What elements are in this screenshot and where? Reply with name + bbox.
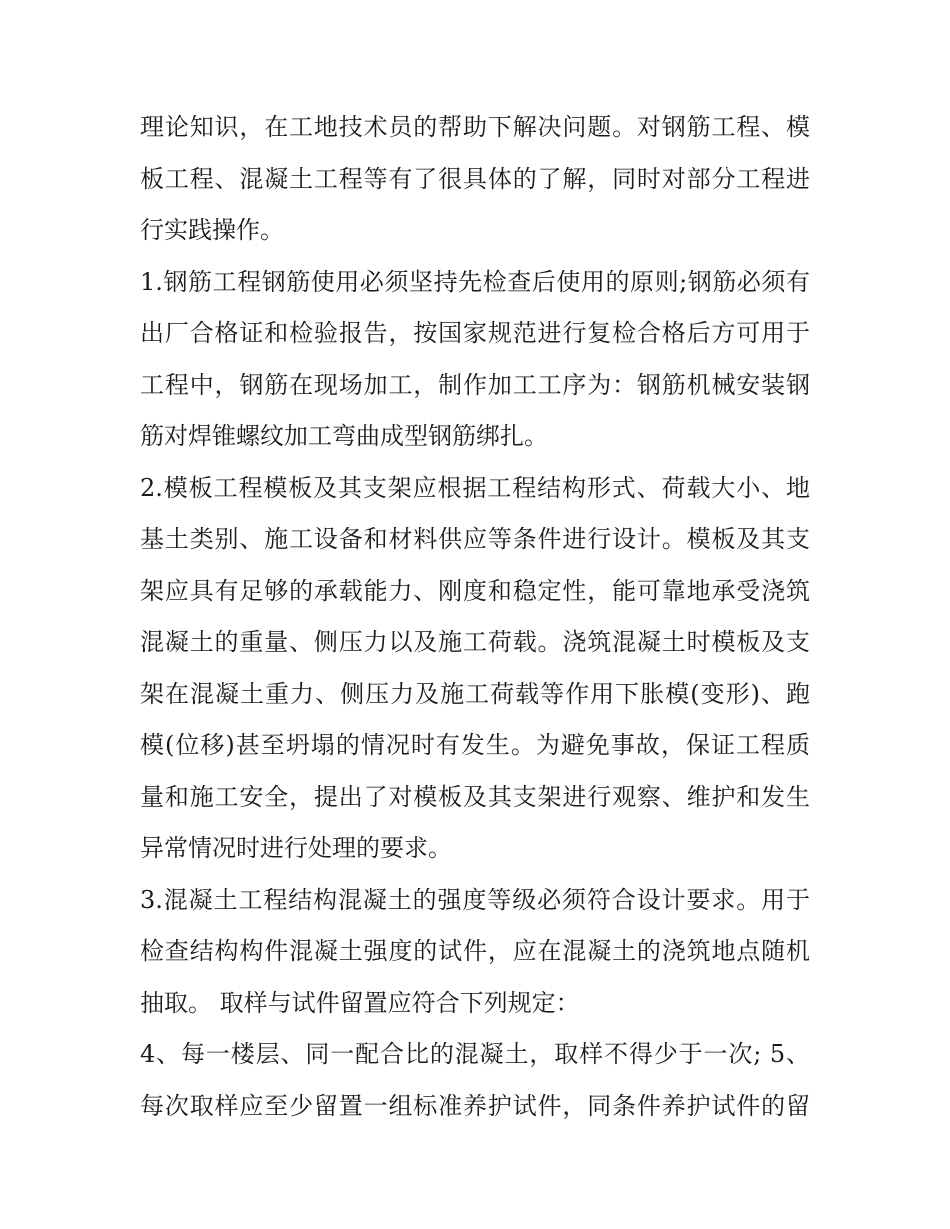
text-line: 异常情况时进行处理的要求。 [140, 834, 452, 862]
text-line: 检查结构构件混凝土强度的试件，应在混凝土的浇筑地点随机 [140, 937, 810, 965]
text-line: 出厂合格证和检验报告，按国家规范进行复检合格后方可用于 [140, 319, 810, 347]
text-line: 理论知识，在工地技术员的帮助下解决问题。对钢筋工程、模 [140, 113, 810, 141]
text-line: 模(位移)甚至坍塌的情况时有发生。为避免事故，保证工程质 [140, 731, 810, 759]
text-line: 架应具有足够的承载能力、刚度和稳定性，能可靠地承受浇筑 [140, 576, 810, 605]
text-line: 混凝土的重量、侧压力以及施工荷载。浇筑混凝土时模板及支 [140, 628, 810, 656]
text-line: 行实践操作。 [140, 216, 284, 244]
text-line: 3.混凝土工程结构混凝土的强度等级必须符合设计要求。用于 [140, 885, 810, 914]
text-line: 量和施工安全，提出了对模板及其支架进行观察、维护和发生 [140, 782, 810, 811]
text-line: 抽取。 取样与试件留置应符合下列规定： [140, 988, 580, 1017]
text-line: 板工程、混凝土工程等有了很具体的了解，同时对部分工程进 [140, 164, 810, 193]
text-line: 1.钢筋工程钢筋使用必须坚持先检查后使用的原则;钢筋必须有 [140, 267, 810, 296]
text-line: 2.模板工程模板及其支架应根据工程结构形式、荷载大小、地 [140, 473, 810, 502]
text-line: 筋对焊锥螺纹加工弯曲成型钢筋绑扎。 [140, 422, 548, 450]
text-line: 4、每一楼层、同一配合比的混凝土，取样不得少于一次; 5、 [140, 1040, 810, 1068]
text-line: 架在混凝土重力、侧压力及施工荷载等作用下胀模(变形)、跑 [140, 679, 810, 708]
text-line: 工程中，钢筋在现场加工，制作加工工序为：钢筋机械安装钢 [140, 370, 810, 399]
text-line: 每次取样应至少留置一组标准养护试件，同条件养护试件的留 [140, 1091, 810, 1120]
document-page [140, 102, 810, 1132]
text-line: 基土类别、施工设备和材料供应等条件进行设计。模板及其支 [140, 525, 810, 553]
